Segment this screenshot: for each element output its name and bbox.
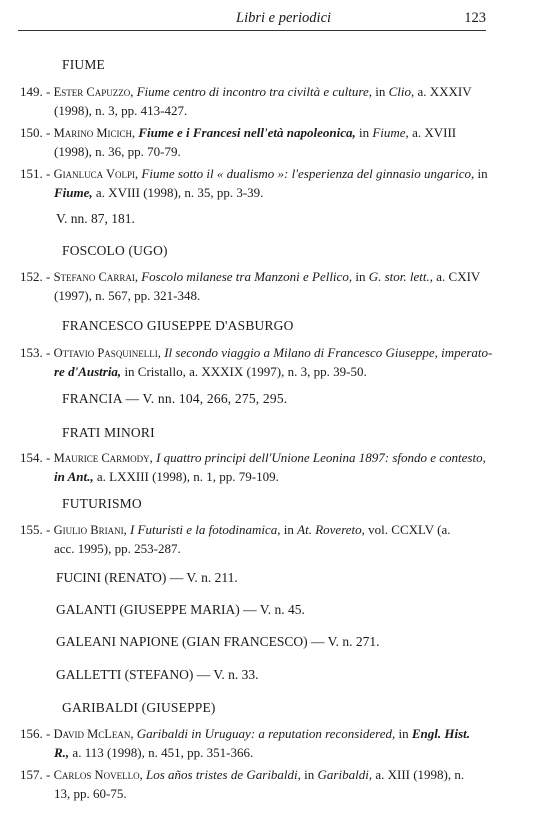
section-heading: GARIBALDI (GIUSEPPE) bbox=[62, 700, 216, 715]
bibliography-entry: 155. - Giulio Briani, I Futuristi e la fotodinamica, in At. Rovereto, vol. CCXLV (a. acc. 1995), pp. 253-287. bbox=[20, 522, 451, 556]
bibliography-entry: 153. - Ottavio Pasquinelli, Il secondo viaggio a Milano di Francesco Giuseppe, imperato- re d'Austria, in Cristallo, a. XXXIX (1997), n. 3, pp. 39-50. bbox=[20, 345, 493, 379]
bibliography-entry: 157. - Carlos Novello, Los años tristes de Garibaldi, in Garibaldi, a. XIII (1998), n. 13, pp. 60-75. bbox=[20, 767, 465, 801]
running-head bbox=[18, 8, 486, 31]
bibliography-entry: 152. - Stefano Carrai, Foscolo milanese tra Manzoni e Pellico, in G. stor. lett., a. CXIV (1997), n. 567, pp. 321-348. bbox=[20, 269, 481, 303]
section-heading: FUTURISMO bbox=[62, 496, 142, 511]
bibliography-entry: 151. - Gianluca Volpi, Fiume sotto il « dualismo »: l'esperienza del ginnasio ungarico, in Fiume, a. XVIII (1998), n. 35, pp. 3-39. bbox=[20, 166, 488, 200]
bibliography-entry: 156. - David McLean, Garibaldi in Uruguay: a reputation reconsidered, in Engl. Hist. R., a. 113 (1998), n. 451, pp. 351-366. bbox=[20, 726, 471, 760]
cross-reference: FUCINI (RENATO) — V. n. 211. bbox=[56, 570, 238, 585]
cross-reference: GALEANI NAPIONE (GIAN FRANCESCO) — V. n. 271. bbox=[56, 634, 380, 649]
section-heading: FRANCIA — V. nn. 104, 266, 275, 295. bbox=[62, 391, 288, 406]
bibliography-entry: 154. - Maurice Carmody, I quattro principi dell'Unione Leonina 1897: sfondo e contesto, in Ant., a. LXXIII (1998), n. 1, pp. 79-109. bbox=[20, 450, 486, 484]
page-number: 123 bbox=[464, 10, 486, 26]
bibliography-entry: 149. - Ester Capuzzo, Fiume centro di incontro tra civiltà e culture, in Clio, a. XXXIV (1998), n. 3, pp. 413-427. bbox=[20, 84, 472, 118]
section-heading: FIUME bbox=[62, 57, 106, 72]
cross-reference: GALLETTI (STEFANO) — V. n. 33. bbox=[56, 667, 259, 682]
section-heading: FOSCOLO (UGO) bbox=[62, 243, 168, 258]
cross-reference: V. nn. 87, 181. bbox=[56, 211, 135, 226]
section-heading: FRANCESCO GIUSEPPE D'ASBURGO bbox=[62, 318, 294, 333]
running-title: Libri e periodici bbox=[236, 10, 332, 26]
bibliography-entry: 150. - Marino Micich, Fiume e i Francesi nell'età napoleonica, in Fiume, a. XVIII (1998), n. 36, pp. 70-79. bbox=[20, 125, 457, 159]
section-heading: FRATI MINORI bbox=[62, 425, 155, 440]
cross-reference: GALANTI (GIUSEPPE MARIA) — V. n. 45. bbox=[56, 602, 305, 617]
